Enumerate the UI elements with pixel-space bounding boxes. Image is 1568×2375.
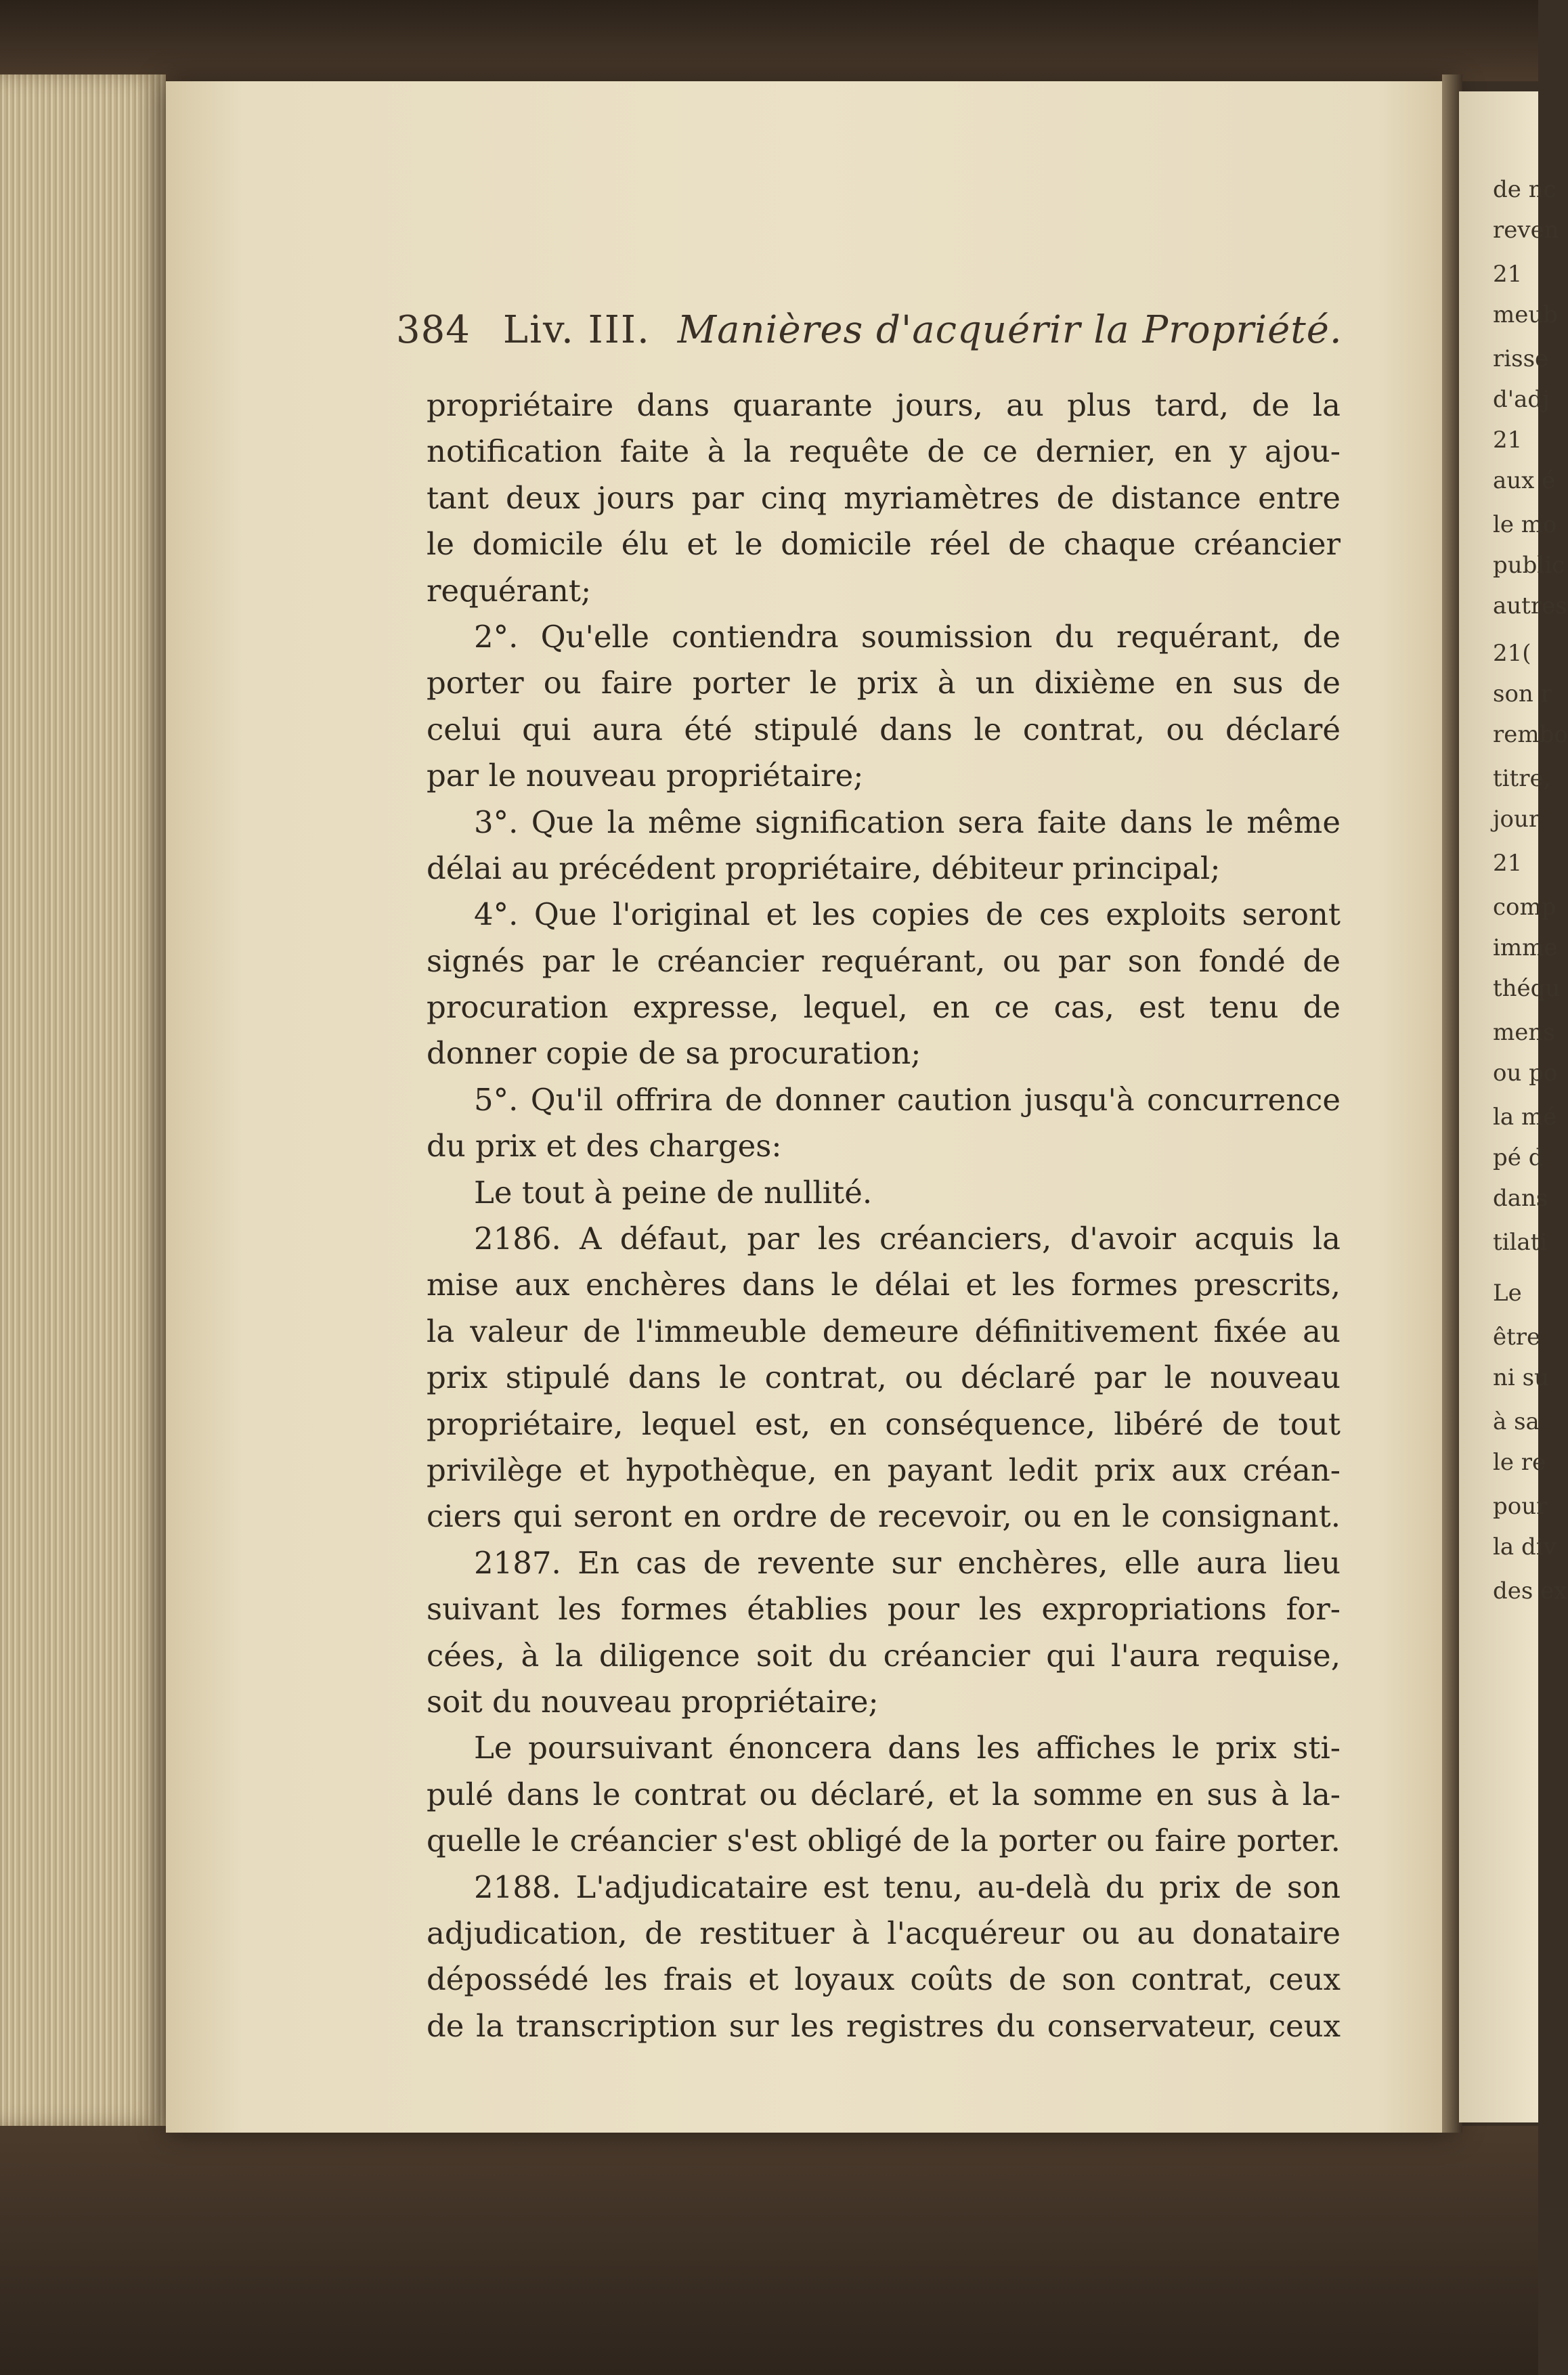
text-line: 2°. Qu'elle contiendra soumission du requérant, de [474, 618, 1341, 655]
next-page-text-fragment: être [1493, 1324, 1541, 1351]
text-line: tant deux jours par cinq myriamètres de distance entre [427, 479, 1341, 516]
next-page-text-fragment: autres [1493, 592, 1567, 619]
text-line: la valeur de l'immeuble demeure définitivement fixée au [427, 1313, 1341, 1349]
text-line: privilège et hypothèque, en payant ledit prix aux créan- [427, 1452, 1341, 1488]
next-page-text-fragment: 21 [1493, 427, 1523, 454]
running-header [396, 308, 1343, 352]
next-page-text-fragment: imme [1493, 934, 1558, 961]
text-line: 2188. L'adjudicataire est tenu, au-delà du prix de son [474, 1869, 1341, 1905]
text-line: requérant; [427, 572, 592, 609]
text-line: adjudication, de restituer à l'acquéreur ou au donataire [427, 1915, 1341, 1951]
text-line: 2186. A défaut, par les créanciers, d'avoir acquis la [474, 1221, 1341, 1257]
next-page-text-fragment: la div [1493, 1533, 1556, 1561]
next-page-text-fragment: comp [1493, 894, 1556, 921]
next-page-text-fragment: ni su [1493, 1364, 1549, 1391]
next-page-text-fragment: le mo [1493, 511, 1557, 538]
text-line: notification faite à la requête de ce dernier, en y ajou- [427, 433, 1341, 470]
text-line: 5°. Qu'il offrira de donner caution jusqu'à concurrence [474, 1081, 1341, 1118]
next-page-text-fragment: la mé [1493, 1104, 1557, 1131]
next-page-text-fragment: son r [1493, 680, 1552, 707]
next-page-text-fragment: à sa [1493, 1408, 1540, 1435]
text-line: délai au précédent propriétaire, débiteur principal; [427, 850, 1221, 886]
text-line: 3°. Que la même signification sera faite dans le même [474, 804, 1341, 840]
next-page-text-fragment: mens [1493, 1019, 1555, 1046]
text-line: du prix et des charges: [427, 1128, 782, 1164]
text-line: suivant les formes établies pour les expropriations for- [427, 1591, 1341, 1628]
text-line: Le poursuivant énoncera dans les affiches le prix sti- [474, 1730, 1341, 1766]
next-page-text-fragment: tilati [1493, 1229, 1548, 1256]
text-line: le domicile élu et le domicile réel de chaque créancier [427, 526, 1341, 563]
text-line: prix stipulé dans le contrat, ou déclaré par le nouveau [427, 1359, 1341, 1396]
text-line: ciers qui seront en ordre de recevoir, ou en le consignant. [427, 1498, 1341, 1535]
next-page-text-fragment: public [1493, 552, 1565, 579]
next-page-text-fragment: jour [1493, 806, 1540, 833]
text-line: cées, à la diligence soit du créancier qui l'aura requise, [427, 1637, 1341, 1674]
book-cover-bottom [0, 2126, 1538, 2375]
next-page-text-fragment: reven [1493, 217, 1559, 244]
running-title: Manières d'acquérir la Propriété. [677, 308, 1343, 352]
next-page-text-fragment: ou po [1493, 1060, 1558, 1087]
text-line: mise aux enchères dans le délai et les formes prescrits, [427, 1267, 1341, 1303]
text-line: quelle le créancier s'est obligé de la porter ou faire porter. [427, 1823, 1341, 1859]
text-line: 2187. En cas de revente sur enchères, elle aura lieu [474, 1544, 1341, 1581]
next-page-text-fragment: titre, [1493, 765, 1551, 792]
text-line: propriétaire, lequel est, en conséquence, libéré de tout [427, 1406, 1341, 1442]
text-line: celui qui aura été stipulé dans le contrat, ou déclaré [427, 711, 1341, 747]
next-page-text-fragment: 21( [1493, 640, 1531, 667]
next-page-text-fragment: meub [1493, 301, 1559, 328]
next-page-text-fragment: théqu [1493, 975, 1561, 1002]
next-page-text-fragment: dans [1493, 1185, 1548, 1212]
next-page-text-fragment: le re [1493, 1449, 1546, 1476]
text-line: Le tout à peine de nullité. [474, 1174, 873, 1211]
next-page-edge [1459, 91, 1568, 2122]
text-line: signés par le créancier requérant, ou par son fondé de [427, 942, 1341, 979]
text-line: pulé dans le contrat ou déclaré, et la somme en sus à la- [427, 1776, 1341, 1812]
next-page-text-fragment: risse [1493, 345, 1549, 372]
next-page-text-fragment: de nc [1493, 176, 1556, 203]
text-line: 4°. Que l'original et les copies de ces exploits seront [474, 896, 1341, 933]
next-page-text-fragment: pour [1493, 1493, 1548, 1520]
text-line: dépossédé les frais et loyaux coûts de son contrat, ceux [427, 1961, 1341, 1998]
next-page-text-fragment: rembo [1493, 721, 1568, 748]
text-line: donner copie de sa procuration; [427, 1035, 921, 1072]
next-page-text-fragment: 21 [1493, 850, 1523, 877]
next-page-text-fragment: aux é [1493, 467, 1556, 494]
text-line: procuration expresse, lequel, en ce cas, est tenu de [427, 989, 1341, 1026]
next-page-text-fragment: pé d [1493, 1144, 1544, 1171]
book-spine-top [0, 0, 1538, 81]
page-number: 384 [396, 308, 471, 352]
text-line: de la transcription sur les registres du conservateur, ceux [427, 2007, 1341, 2044]
next-page-text-fragment: d'adj [1493, 386, 1550, 413]
book-page-edges [0, 74, 166, 2126]
book-number: Liv. III. [502, 308, 651, 352]
text-line: propriétaire dans quarante jours, au plus tard, de la [427, 387, 1341, 423]
page-body [427, 383, 1341, 2049]
next-page-text-fragment: Le [1493, 1280, 1522, 1307]
text-line: soit du nouveau propriétaire; [427, 1683, 879, 1720]
next-page-text-fragment: 21 [1493, 261, 1523, 288]
next-page-text-fragment: des ex [1493, 1577, 1567, 1605]
text-line: porter ou faire porter le prix à un dixième en sus de [427, 665, 1341, 701]
text-line: par le nouveau propriétaire; [427, 758, 864, 794]
